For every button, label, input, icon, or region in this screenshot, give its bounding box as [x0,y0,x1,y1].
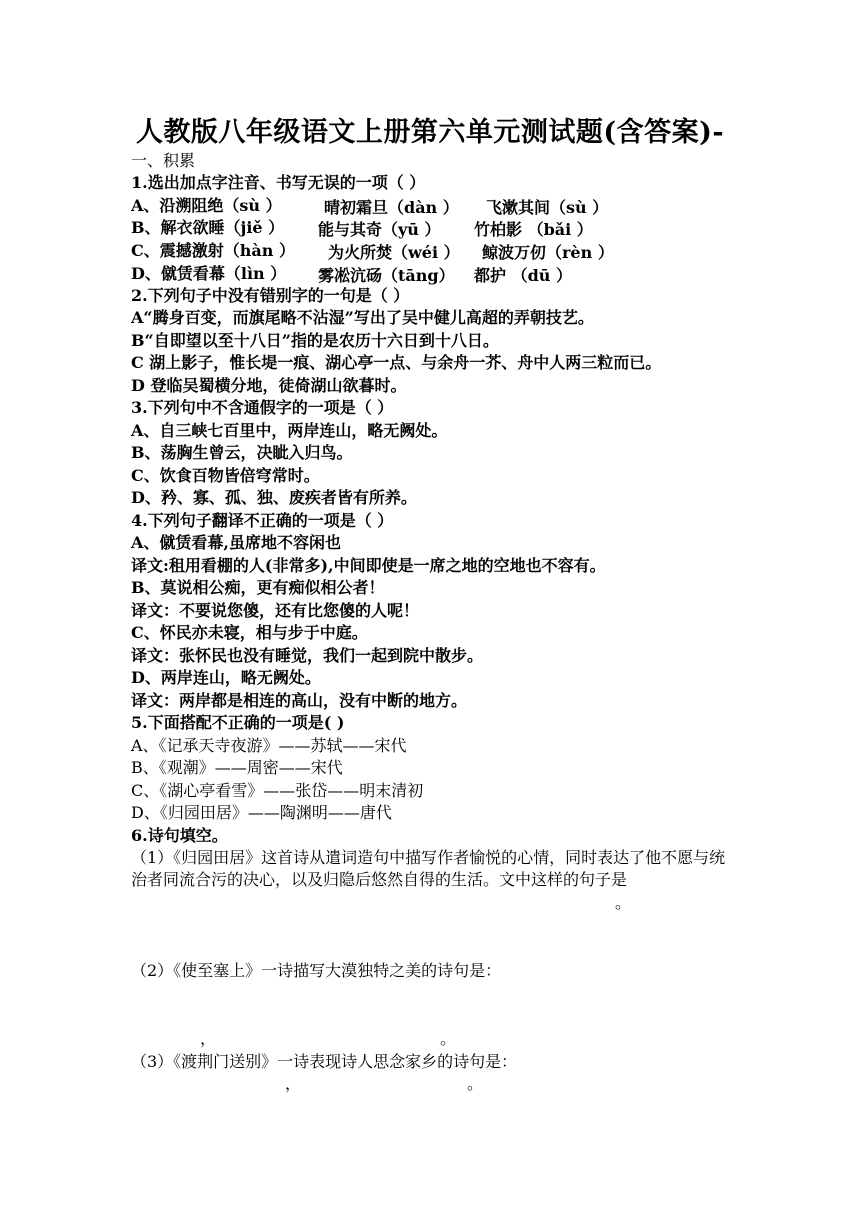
q4-option-a: A、僦赁看幕,虽席地不容闲也 [131,533,341,552]
q1-d-2: 雾凇沆砀（tāng） [318,266,455,285]
q4-option-c: C、怀民亦未寝，相与步于中庭。 [131,623,368,642]
q1-d-1: D、僦赁看幕（lìn ） [131,264,287,283]
q5-option-d: D、《归园田居》——陶渊明——唐代 [131,803,392,822]
section-heading: 一、积累 [131,151,196,170]
q4-option-b: B、莫说相公痴，更有痴似相公者！ [131,578,385,597]
q1-a-1: A、沿溯阻绝（sù ） [131,196,282,215]
q6-part3: （3）《渡荆门送别》一诗表现诗人思念家乡的诗句是： [131,1052,518,1071]
q1-c-2: 为火所焚（wéi ） [328,243,460,262]
q1-a-2: 晴初霜旦（dàn ） [324,198,459,217]
q2-stem: 2.下列句子中没有错别字的一句是（ ） [131,286,410,305]
q3-option-c: C、饮食百物皆倍穹常时。 [131,466,320,485]
q6-part1-end: 。 [615,893,632,912]
q6-part3-end: 。 [467,1074,484,1093]
q6-part1: （1）《归园田居》这首诗从遣词造句中描写作者愉悦的心情，同时表达了他不愿与统治者同流合污的决心，以及归隐后悠然自得的生活。文中这样的句子是 [131,848,726,889]
q1-b-3: 竹柏影 （bǎi ） [474,220,593,239]
page-title: 人教版八年级语文上册第六单元测试题(含答案)- [135,117,725,148]
q1-option-d [131,263,286,285]
q6-part2-end: 。 [440,1029,457,1048]
q3-option-b: B、荡胸生曾云，决眦入归鸟。 [131,443,353,462]
q5-option-c: C、《湖心亭看雪》——张岱——明末清初 [131,781,424,800]
q3-option-a: A、自三峡七百里中，两岸连山，略无阙处。 [131,421,448,440]
q1-d-3: 都护 （dū ） [474,266,572,285]
q1-stem: 1.选出加点字注音、书写无误的一项（ ） [131,173,426,192]
q4-option-b-translation: 译文：不要说您傻，还有比您傻的人呢！ [131,601,420,620]
q1-option-a [131,195,282,217]
q6-part3-comma: ， [285,1074,302,1093]
q5-option-a: A、《记承天寺夜游》——苏轼——宋代 [131,736,407,755]
q1-a-3: 飞漱其间（sù ） [486,198,609,217]
q1-b-2: 能与其奇（yū ） [318,220,441,239]
q3-option-d: D、矜、寡、孤、独、废疾者皆有所养。 [131,488,417,507]
q6-part2-comma: ， [200,1029,217,1048]
q4-option-c-translation: 译文：张怀民也没有睡觉，我们一起到院中散步。 [131,646,484,665]
q4-option-d-translation: 译文：两岸都是相连的高山，没有中断的地方。 [131,691,468,710]
q6-stem: 6.诗句填空。 [131,826,228,845]
q1-option-c [131,240,295,262]
q1-b-1: B、解衣欲睡（jiě ） [131,218,285,237]
q1-c-1: C、震撼激射（hàn ） [131,241,295,260]
q2-option-a: A“腾身百变，而旗尾略不沾湿”写出了吴中健儿高超的弄朝技艺。 [131,308,594,327]
q4-option-d: D、两岸连山，略无阙处。 [131,668,321,687]
q2-option-b: B“自即望以至十八日”指的是农历十六日到十八日。 [131,331,499,350]
q4-stem: 4.下列句子翻译不正确的一项是（ ） [131,511,394,530]
q1-c-3: 鲸波万仞（rèn ） [482,243,614,262]
q1-option-b [131,217,284,239]
q6-part2: （2）《使至塞上》一诗描写大漠独特之美的诗句是： [131,961,502,980]
q5-stem: 5.下面搭配不正确的一项是( ) [131,713,345,732]
q4-option-a-translation: 译文:租用看棚的人(非常多),中间即使是一席之地的空地也不容有。 [131,556,606,575]
q2-option-d: D 登临吴蜀横分地，徒倚湖山欲暮时。 [131,376,407,395]
q5-option-b: B、《观潮》——周密——宋代 [131,758,343,777]
q3-stem: 3.下列句中不含通假字的一项是（ ） [131,398,394,417]
q2-option-c: C 湖上影子，惟长堤一痕、湖心亭一点、与余舟一芥、舟中人两三粒而已。 [131,353,662,372]
